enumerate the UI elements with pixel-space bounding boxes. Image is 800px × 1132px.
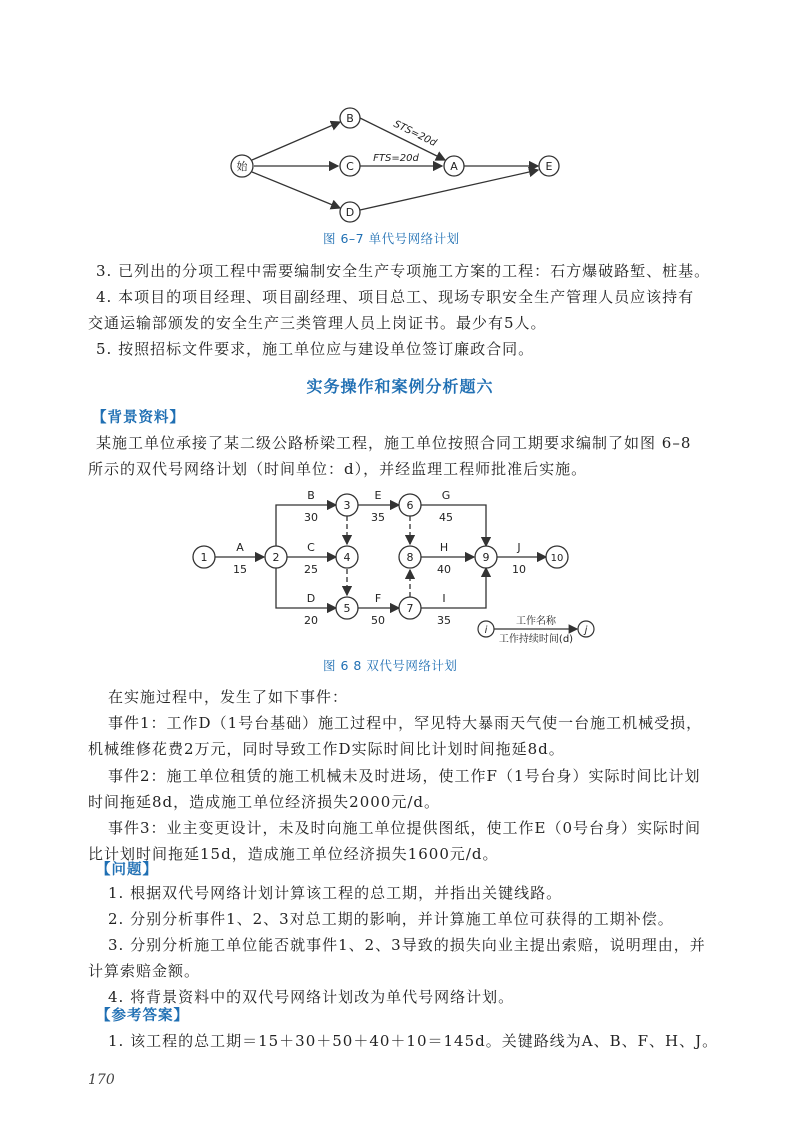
- node-c-label: C: [346, 160, 354, 173]
- sts-label: STS=20d: [391, 118, 439, 149]
- arrow-i: [421, 568, 486, 608]
- activity-g-duration: 45: [439, 511, 453, 524]
- questions-label: 【问题】: [96, 862, 158, 878]
- node-5-label: 5: [343, 602, 351, 615]
- node-7-label: 7: [406, 602, 414, 615]
- activity-j-duration: 10: [512, 563, 526, 576]
- activity-a-name: A: [236, 541, 244, 554]
- activity-a-duration: 15: [233, 563, 247, 576]
- activity-f-name: F: [374, 592, 382, 605]
- background-label: 【背景资料】: [92, 410, 185, 426]
- activity-i-name: I: [442, 592, 446, 605]
- background-line1: 某施工单位承接了某二级公路桥梁工程，施工单位按照合同工期要求编制了如图 6–8: [96, 434, 692, 452]
- answer-item-4-line2: 交通运输部颁发的安全生产三类管理人员上岗证书。最少有5人。: [88, 314, 547, 332]
- event-1-line1: 事件1：工作D（1号台基础）施工过程中，罕见特大暴雨天气使一台施工机械受损，: [108, 714, 703, 732]
- arrow-g: [421, 505, 486, 546]
- activity-b-name: B: [307, 489, 315, 502]
- node-e-label: E: [545, 160, 553, 173]
- node-8-label: 8: [406, 551, 414, 564]
- node-start-label: 始: [236, 160, 248, 173]
- activity-d-name: D: [306, 592, 316, 605]
- background-line2: 所示的双代号网络计划（时间单位：d），并经监理工程师批准后实施。: [88, 460, 588, 478]
- event-3-line2: 比计划时间拖延15d，造成施工单位经济损失1600元/d。: [88, 845, 499, 863]
- answer-item-4-line1: 4. 本项目的项目经理、项目副经理、项目总工、现场专职安全生产管理人员应该持有: [96, 288, 695, 306]
- reference-answer-label: 【参考答案】: [96, 1008, 189, 1024]
- activity-h-name: H: [439, 541, 449, 554]
- activity-i-duration: 35: [437, 614, 451, 627]
- event-2-line1: 事件2：施工单位租赁的施工机械未及时进场，使工作F（1号台身）实际时间比计划: [108, 767, 701, 785]
- node-3-label: 3: [343, 499, 351, 512]
- activity-c-name: C: [307, 541, 315, 554]
- page-number: 170: [88, 1072, 115, 1088]
- edge-d-e: [360, 170, 538, 210]
- answer-item-3: 3. 已列出的分项工程中需要编制安全生产专项施工方案的工程：石方爆破路堑、桩基。: [96, 262, 711, 280]
- legend-j: j: [584, 625, 588, 636]
- fts-label: FTS=20d: [373, 153, 419, 164]
- answer-item-5: 5. 按照招标文件要求，施工单位应与建设单位签订廉政合同。: [96, 340, 535, 358]
- activity-b-duration: 30: [304, 511, 318, 524]
- node-1-label: 1: [200, 551, 208, 564]
- figure-6-8-legend: [478, 614, 594, 645]
- activity-e-duration: 35: [371, 511, 385, 524]
- edge-start-d: [252, 172, 340, 208]
- question-3-line2: 计算索赔金额。: [88, 962, 201, 980]
- node-d-label: D: [345, 206, 355, 219]
- figure-6-7-diagram: [0, 0, 800, 250]
- legend-i: i: [484, 625, 488, 636]
- activity-d-duration: 20: [304, 614, 318, 627]
- node-b-label: B: [346, 112, 354, 125]
- section-title: 实务操作和案例分析题六: [306, 377, 494, 396]
- node-10-label: 10: [550, 553, 564, 564]
- legend-top: 工作名称: [516, 616, 556, 627]
- legend-bottom: 工作持续时间(d): [498, 634, 574, 645]
- activity-e-name: E: [374, 489, 382, 502]
- events-intro: 在实施过程中，发生了如下事件：: [108, 688, 349, 706]
- question-3-line1: 3. 分别分析施工单位能否就事件1、2、3导致的损失向业主提出索赔，说明理由，并: [108, 936, 706, 954]
- activity-f-duration: 50: [371, 614, 385, 627]
- reference-answer-1: 1. 该工程的总工期＝15＋30＋50＋40＋10＝145d。关键路线为A、B、F、H、J。: [108, 1032, 719, 1050]
- event-2-line2: 时间拖延8d，造成施工单位经济损失2000元/d。: [88, 793, 440, 811]
- figure-6-8-caption: 图 6 8 双代号网络计划: [323, 658, 458, 673]
- node-a-label: A: [450, 160, 458, 173]
- node-9-label: 9: [482, 551, 490, 564]
- question-2: 2. 分别分析事件1、2、3对总工期的影响，并计算施工单位可获得的工期补偿。: [108, 910, 674, 928]
- event-1-line2: 机械维修花费2万元，同时导致工作D实际时间比计划时间拖延8d。: [88, 740, 565, 758]
- activity-c-duration: 25: [304, 563, 318, 576]
- figure-6-7-caption: 图 6–7 单代号网络计划: [323, 231, 460, 246]
- event-3-line1: 事件3：业主变更设计，未及时向施工单位提供图纸，使工作E（0号台身）实际时间: [108, 819, 702, 837]
- node-2-label: 2: [272, 551, 280, 564]
- activity-g-name: G: [441, 489, 451, 502]
- question-4: 4. 将背景资料中的双代号网络计划改为单代号网络计划。: [108, 988, 515, 1006]
- activity-h-duration: 40: [437, 563, 451, 576]
- activity-j-name: J: [517, 541, 521, 554]
- question-1: 1. 根据双代号网络计划计算该工程的总工期，并指出关键线路。: [108, 884, 563, 902]
- node-6-label: 6: [406, 499, 414, 512]
- node-4-label: 4: [343, 551, 351, 564]
- figure-6-8-diagram: [0, 480, 800, 650]
- edge-start-b: [252, 122, 340, 160]
